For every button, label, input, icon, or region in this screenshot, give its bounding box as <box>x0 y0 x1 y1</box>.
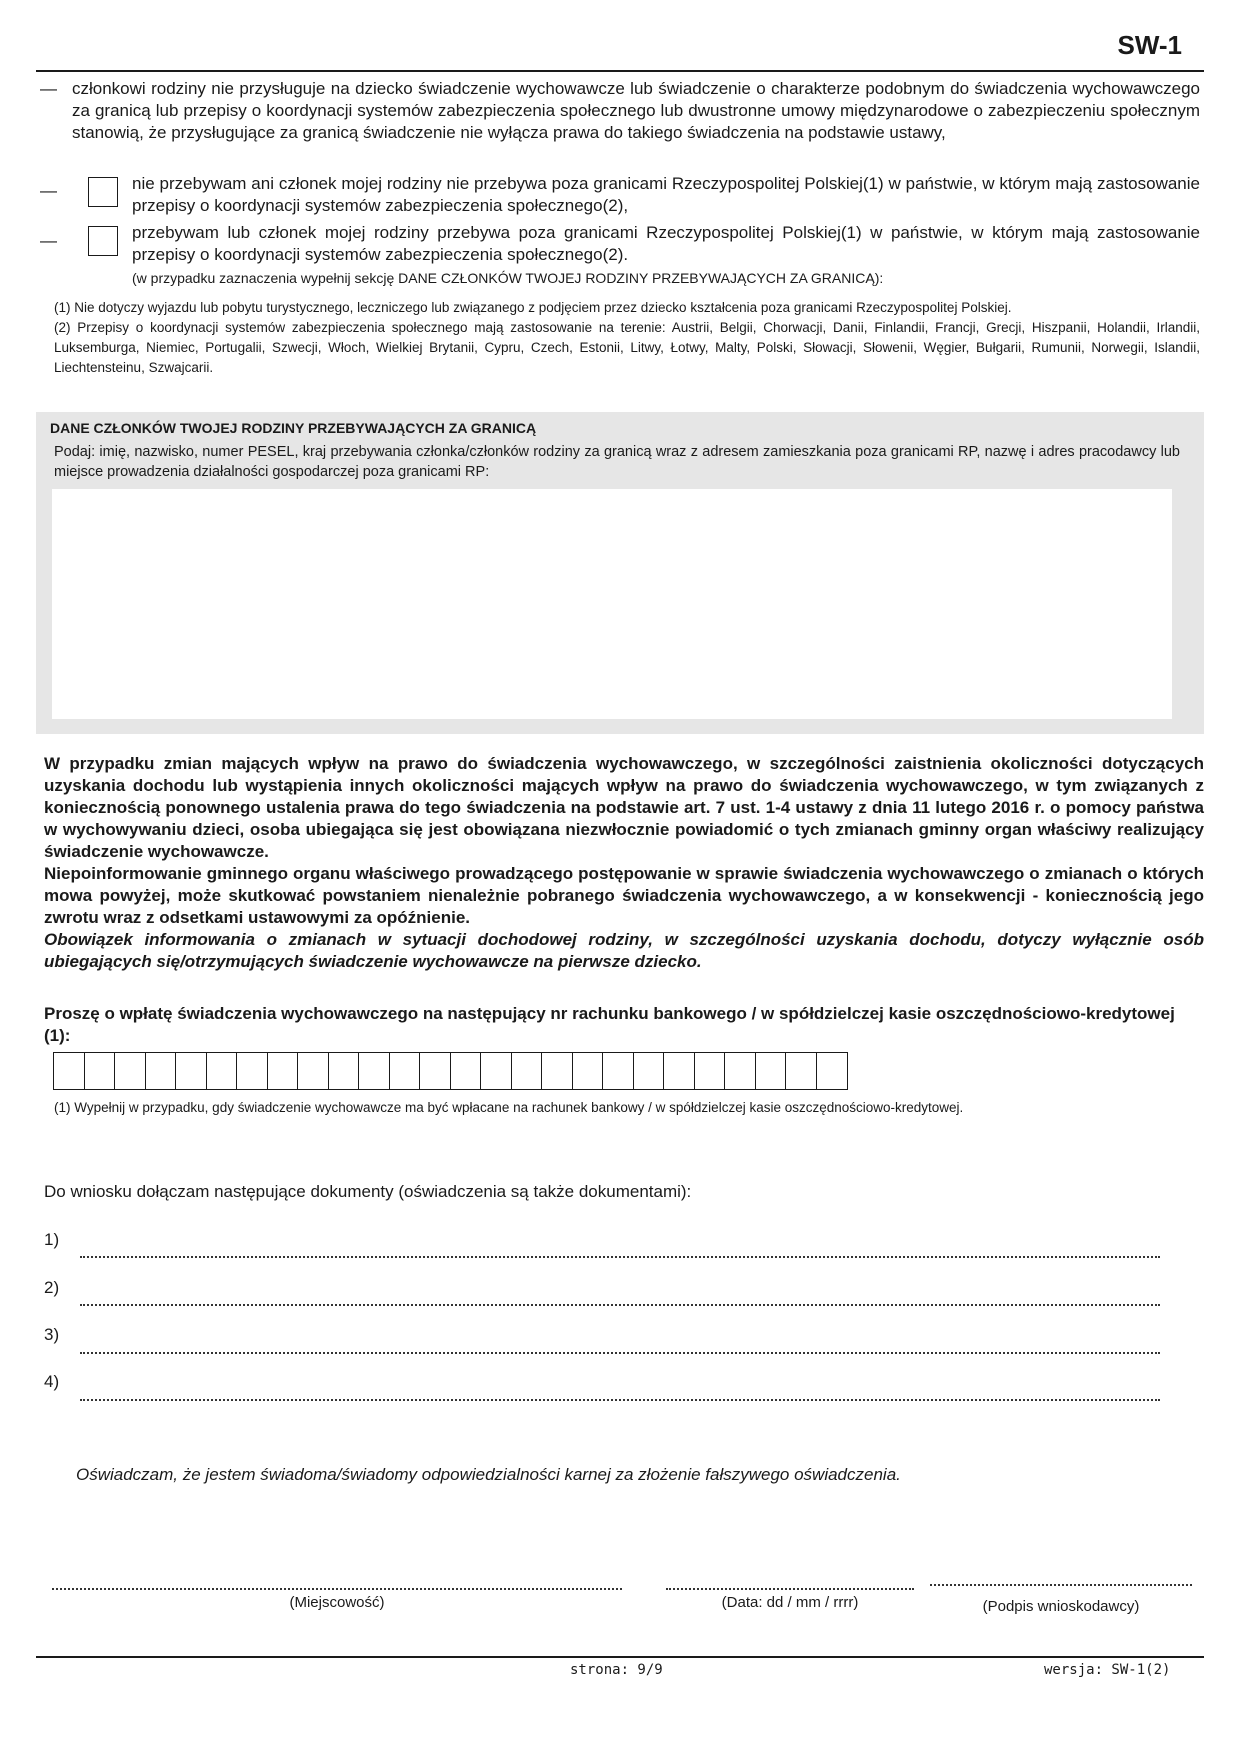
form-version: wersja: SW-1(2) <box>1044 1662 1171 1678</box>
account-digit-cell[interactable] <box>297 1052 329 1090</box>
place-label: (Miejscowość) <box>289 1594 385 1611</box>
place-line[interactable] <box>52 1588 622 1590</box>
attachments-intro: Do wniosku dołączam następujące dokumenty (oświadczenia są także dokumentami): <box>44 1182 692 1201</box>
abroad-section-textarea[interactable] <box>52 489 1172 719</box>
bullet-dash: — <box>40 181 57 200</box>
change-notice <box>44 753 1204 973</box>
account-digit-cell[interactable] <box>816 1052 848 1090</box>
declaration: Oświadczam, że jestem świadoma/świadomy odpowiedzialności karnej za złożenie fałszywego oświadczenia. <box>76 1465 901 1484</box>
option2-text: przebywam lub członek mojej rodziny przebywa poza granicami Rzeczypospolitej Polskiej(1) w państwie, w którym mają zastosowanie przepisy o koordynacji systemów zabezpieczenia społecznego(2). <box>132 223 1200 264</box>
form-code: SW-1 <box>1117 30 1182 60</box>
account-digit-cell[interactable] <box>145 1052 177 1090</box>
account-digit-cell[interactable] <box>358 1052 390 1090</box>
option2-note: (w przypadku zaznaczenia wypełnij sekcję DANE CZŁONKÓW TWOJEJ RODZINY PRZEBYWAJĄCYCH ZA GRANICĄ): <box>132 270 884 286</box>
account-digit-cell[interactable] <box>419 1052 451 1090</box>
account-digit-cell[interactable] <box>663 1052 695 1090</box>
account-digit-cell[interactable] <box>480 1052 512 1090</box>
attachment-line-3[interactable] <box>80 1352 1160 1354</box>
account-digit-cell[interactable] <box>511 1052 543 1090</box>
notice-paragraph-1: W przypadku zmian mających wpływ na prawo do świadczenia wychowawczego, w szczególności zaistnienia okoliczności dotyczących uzyskania dochodu lub wystąpienia innych okoliczności mających wpływ na prawo do świadczenia wychowawczego, w tym związanych z koniecznością ponownego ustalenia prawa do tego świadczenia na podstawie art. 7 ust. 1-4 ustawy z dnia 11 lutego 2016 r. o pomocy państwa w wychowywaniu dzieci, osoba ubiegająca się jest obowiązana niezwłocznie powiadomić o tych zmianach gminny organ właściwy realizujący świadczenie wychowawcze. <box>44 754 1204 861</box>
account-digit-cell[interactable] <box>267 1052 299 1090</box>
attachment-line-2[interactable] <box>80 1304 1160 1306</box>
abroad-section-description: Podaj: imię, nazwisko, numer PESEL, kraj przebywania członka/członków rodziny za granicą wraz z adresem zamieszkania poza granicami RP, nazwę i adres pracodawcy lub miejsce prowadzenia działalności gospodarczej poza granicami RP: <box>54 444 1180 480</box>
account-digit-cell[interactable] <box>114 1052 146 1090</box>
account-digit-cell[interactable] <box>755 1052 787 1090</box>
option1-text: nie przebywam ani członek mojej rodziny nie przebywa poza granicami Rzeczypospolitej Polskiej(1) w państwie, w którym mają zastosowanie przepisy o koordynacji systemów zabezpieczenia społecznego(2), <box>132 174 1200 215</box>
notice-paragraph-2: Niepoinformowanie gminnego organu właściwego prowadzącego postępowanie w sprawie świadczenia wychowawczego o zmianach o których mowa powyżej, może skutkować powstaniem nienależnie pobranego świadczenia wychowawczego, a w konsekwencji - koniecznością jego zwrotu wraz z odsetkami ustawowymi za opóźnienie. <box>44 864 1204 927</box>
account-digit-cell[interactable] <box>724 1052 756 1090</box>
footnote-1: (1) Nie dotyczy wyjazdu lub pobytu turystycznego, leczniczego lub związanego z podjęciem przez dziecko kształcenia poza granicami Rzeczypospolitej Polskiej. <box>54 300 1012 315</box>
attachment-number: 2) <box>44 1278 60 1297</box>
option1-checkbox[interactable] <box>88 177 118 207</box>
account-digit-cell[interactable] <box>236 1052 268 1090</box>
signature-line[interactable] <box>930 1584 1192 1586</box>
signature-label: (Podpis wnioskodawcy) <box>982 1598 1140 1615</box>
account-digit-cell[interactable] <box>389 1052 421 1090</box>
account-digit-cell[interactable] <box>572 1052 604 1090</box>
attachment-line-1[interactable] <box>80 1256 1160 1258</box>
abroad-section-title: DANE CZŁONKÓW TWOJEJ RODZINY PRZEBYWAJĄCYCH ZA GRANICĄ <box>50 420 537 436</box>
account-digit-cell[interactable] <box>206 1052 238 1090</box>
footer-rule <box>36 1656 1204 1658</box>
attachment-number: 1) <box>44 1230 60 1249</box>
account-digit-cell[interactable] <box>175 1052 207 1090</box>
attachment-line-4[interactable] <box>80 1399 1160 1401</box>
account-digit-cell[interactable] <box>328 1052 360 1090</box>
account-digit-cell[interactable] <box>602 1052 634 1090</box>
bullet-dash: — <box>40 79 57 98</box>
date-line[interactable] <box>666 1588 914 1590</box>
option2-checkbox[interactable] <box>88 226 118 256</box>
account-digit-cell[interactable] <box>785 1052 817 1090</box>
account-digit-cell[interactable] <box>450 1052 482 1090</box>
notice-paragraph-3: Obowiązek informowania o zmianach w sytuacji dochodowej rodziny, w szczególności uzyskania dochodu, dotyczy wyłącznie osób ubiegających się/otrzymujących świadczenie wychowawcze na pierwsze dziecko. <box>44 930 1204 971</box>
account-digit-cell[interactable] <box>53 1052 85 1090</box>
account-digit-cell[interactable] <box>633 1052 665 1090</box>
account-digit-cell[interactable] <box>541 1052 573 1090</box>
footnote-2: (2) Przepisy o koordynacji systemów zabezpieczenia społecznego mają zastosowanie na terenie: Austrii, Belgii, Chorwacji, Danii, Finlandii, Francji, Grecji, Hiszpanii, Holandii, Irlandii, Luksemburga, Niemiec, Portugalii, Szwecji, Włoch, Wielkiej Brytanii, Cypru, Czech, Estonii, Litwy, Łotwy, Malty, Polski, Słowacji, Słowenii, Węgier, Bułgarii, Rumunii, Norwegii, Islandii, Liechtensteinu, Szwajcarii. <box>54 320 1200 375</box>
bullet-dash: — <box>40 231 57 250</box>
bank-footnote: (1) Wypełnij w przypadku, gdy świadczenie wychowawcze ma być wpłacane na rachunek bankowy / w spółdzielczej kasie oszczędnościowo-kredytowej. <box>54 1100 964 1115</box>
header-rule <box>36 70 1204 72</box>
attachment-number: 3) <box>44 1325 60 1344</box>
account-number-field[interactable] <box>53 1052 846 1090</box>
attachment-number: 4) <box>44 1372 60 1391</box>
page-number: strona: 9/9 <box>570 1662 663 1678</box>
account-digit-cell[interactable] <box>694 1052 726 1090</box>
date-label: (Data: dd / mm / rrrr) <box>721 1594 859 1611</box>
account-digit-cell[interactable] <box>84 1052 116 1090</box>
intro-paragraph: członkowi rodziny nie przysługuje na dziecko świadczenie wychowawcze lub świadczenie o charakterze podobnym do świadczenia wychowawczego za granicą lub przepisy o koordynacji systemów zabezpieczenia społecznego lub dwustronne umowy międzynarodowe o zabezpieczeniu społecznym stanowią, że przysługujące za granicą świadczenie nie wyłącza prawa do takiego świadczenia na podstawie ustawy, <box>72 79 1200 142</box>
bank-request: Proszę o wpłatę świadczenia wychowawczego na następujący nr rachunku bankowego / w spółdzielczej kasie oszczędnościowo-kredytowej (1): <box>44 1004 1175 1045</box>
